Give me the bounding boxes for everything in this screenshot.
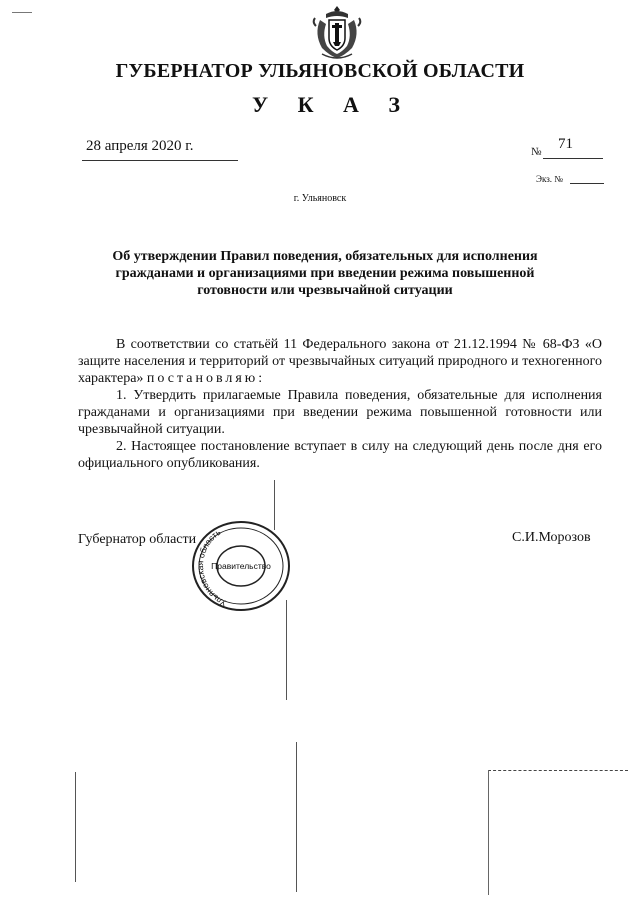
document-title: Об утверждении Правил поведения, обязательных для исполнения гражданами и организациями при введении режима повышенной готовности или чрезвычайной ситуации [112,249,538,298]
official-seal [190,518,292,614]
page-corner-mark [488,770,628,772]
page-corner-mark [488,770,489,895]
body-paragraph-2: 1. Утвердить прилагаемые Правила поведения, обязательные для исполнения гражданами и организациями при введении режима повышенной готовности или чрезвычайной ситуации. [78,388,602,437]
document-body [78,336,602,472]
seal-center-text: Правительство [211,561,271,571]
decree-keyword: постановляю: [146,371,266,386]
margin-line [296,742,297,892]
date-underline [82,160,238,161]
signatory-name: С.И.Морозов [512,530,591,545]
document-date: 28 апреля 2020 г. [86,138,194,154]
margin-line [75,772,76,882]
authority-heading: ГУБЕРНАТОР УЛЬЯНОВСКОЙ ОБЛАСТИ [115,60,525,82]
copy-number-label: Экз. № [536,174,563,184]
document-type-heading: У К А З [251,92,413,117]
seal-ring-text: Ульяновская область [194,526,228,609]
number-underline [543,158,603,159]
margin-line [286,600,287,700]
body-paragraph-1 [78,336,602,387]
coat-of-arms-icon [312,4,362,60]
number-sign: № [531,146,542,158]
body-paragraph-1-text: В соответствии со статьёй 11 Федерального закона от 21.12.1994 № 68-ФЗ «О защите населения и территорий от чрезвычайных ситуаций природного и техногенного характера» [78,337,602,386]
corner-mark [12,12,32,16]
signature-position: Губернатор области [78,532,197,547]
document-number: 71 [558,136,573,152]
body-paragraph-3: 2. Настоящее постановление вступает в силу на следующий день после дня его официального опубликования. [78,439,602,471]
city: г. Ульяновск [293,193,347,204]
copy-number-underline [570,183,604,184]
